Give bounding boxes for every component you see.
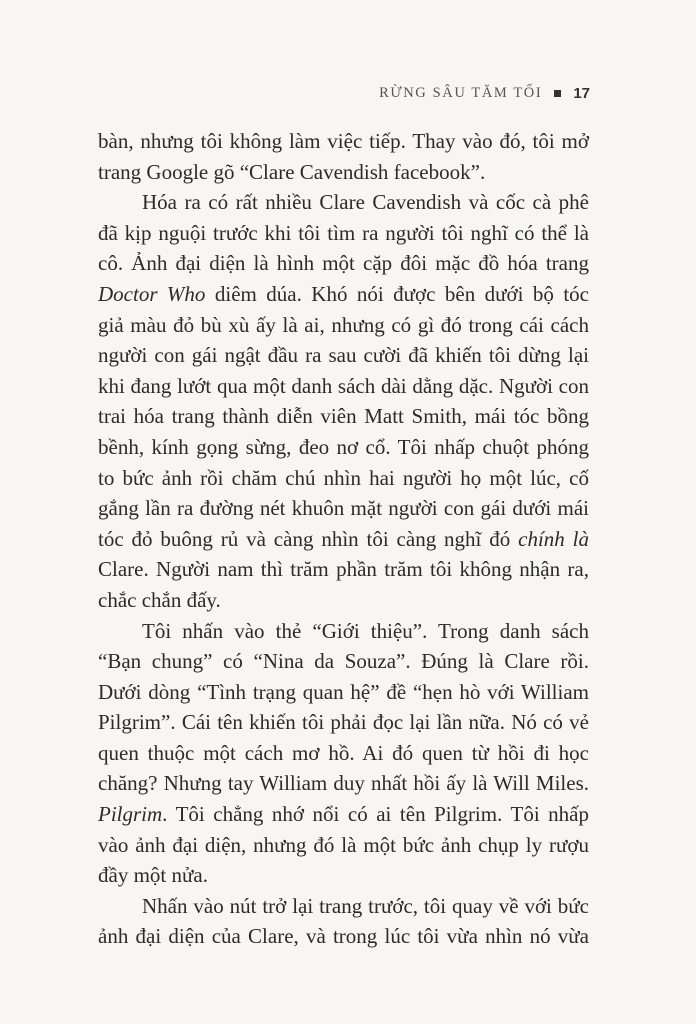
text-line: bềnh, kính gọng sừng, đeo nơ cổ. Tôi nhấp chuột phóng — [98, 434, 589, 459]
text-line: to bức ảnh rồi chăm chú nhìn hai người họ một lúc, cố — [98, 465, 589, 490]
text-line: Dưới dòng “Tình trạng quan hệ” đề “hẹn hò với William — [98, 679, 589, 704]
text-line: đầy một nửa. — [98, 863, 208, 888]
text-line: cô. Ảnh đại diện là hình một cặp đôi mặc đồ hóa trang — [98, 251, 589, 276]
paragraph-4 — [98, 891, 589, 952]
text-line: Clare. Người nam thì trăm phần trăm tôi không nhận ra, — [98, 557, 589, 582]
page-number: 17 — [573, 84, 590, 102]
square-separator-icon — [554, 90, 561, 97]
text-line: Tôi nhấn vào thẻ “Giới thiệu”. Trong danh sách — [142, 618, 589, 643]
text-line: giả màu đỏ bù xù ấy là ai, nhưng có gì đó trong cái cách — [98, 312, 589, 337]
paragraph-3 — [98, 616, 589, 891]
text-line: khi đang lướt qua một danh sách dài dằng dặc. Người con — [98, 373, 589, 398]
text-line: chăng? Nhưng tay William duy nhất hồi ấy là Will Miles. — [98, 771, 589, 796]
text-line-pilgrim — [98, 799, 589, 830]
text-line-doctor-who — [98, 279, 589, 310]
text-line: vào ảnh đại diện, nhưng đó là một bức ảnh chụp ly rượu — [98, 832, 589, 857]
text-line: trai hóa trang thành diễn viên Matt Smith, mái tóc bồng — [98, 404, 589, 429]
text-line: quen thuộc một cách mơ hồ. Ai đó quen từ hồi đi học — [98, 740, 589, 765]
running-header — [379, 82, 590, 104]
italic-emphasis: Pilgrim — [98, 802, 163, 827]
body-text — [98, 126, 589, 952]
text-line: trang Google gõ “Clare Cavendish facebook”. — [98, 159, 486, 184]
paragraph-2 — [98, 187, 589, 615]
text-line: Hóa ra có rất nhiều Clare Cavendish và cốc cà phê — [142, 190, 589, 215]
text-line: Pilgrim”. Cái tên khiến tôi phải đọc lại lần nữa. Nó có vẻ — [98, 710, 589, 735]
text-line: ảnh đại diện của Clare, và trong lúc tôi vừa nhìn nó vừa — [98, 924, 589, 949]
text-line-chinh-la — [98, 524, 589, 555]
text-line: bàn, nhưng tôi không làm việc tiếp. Thay vào đó, tôi mở — [98, 129, 589, 153]
text-line: đã kịp nguội trước khi tôi tìm ra người tôi nghĩ có thể là — [98, 220, 589, 245]
text-run: diêm dúa. Khó nói được bên dưới bộ tóc — [205, 281, 589, 306]
text-line: chắc chắn đấy. — [98, 587, 221, 612]
text-run: . Tôi chẳng nhớ nổi có ai tên Pilgrim. Tôi nhấp — [162, 802, 589, 827]
italic-title: Doctor Who — [98, 281, 206, 306]
text-line: gắng lần ra đường nét khuôn mặt người con gái dưới mái — [98, 496, 589, 521]
text-run: tóc đỏ buông rủ và càng nhìn tôi càng nghĩ đó — [98, 526, 519, 551]
running-title: RỪNG SÂU TĂM TỐI — [379, 84, 543, 101]
italic-emphasis: chính là — [518, 526, 589, 551]
text-line: “Bạn chung” có “Nina da Souza”. Đúng là Clare rồi. — [98, 649, 589, 674]
paragraph-1 — [98, 126, 589, 187]
text-line: người con gái ngật đầu ra sau cười đã khiến tôi dừng lại — [98, 343, 589, 368]
text-line: Nhấn vào nút trở lại trang trước, tôi quay về với bức — [142, 893, 589, 918]
